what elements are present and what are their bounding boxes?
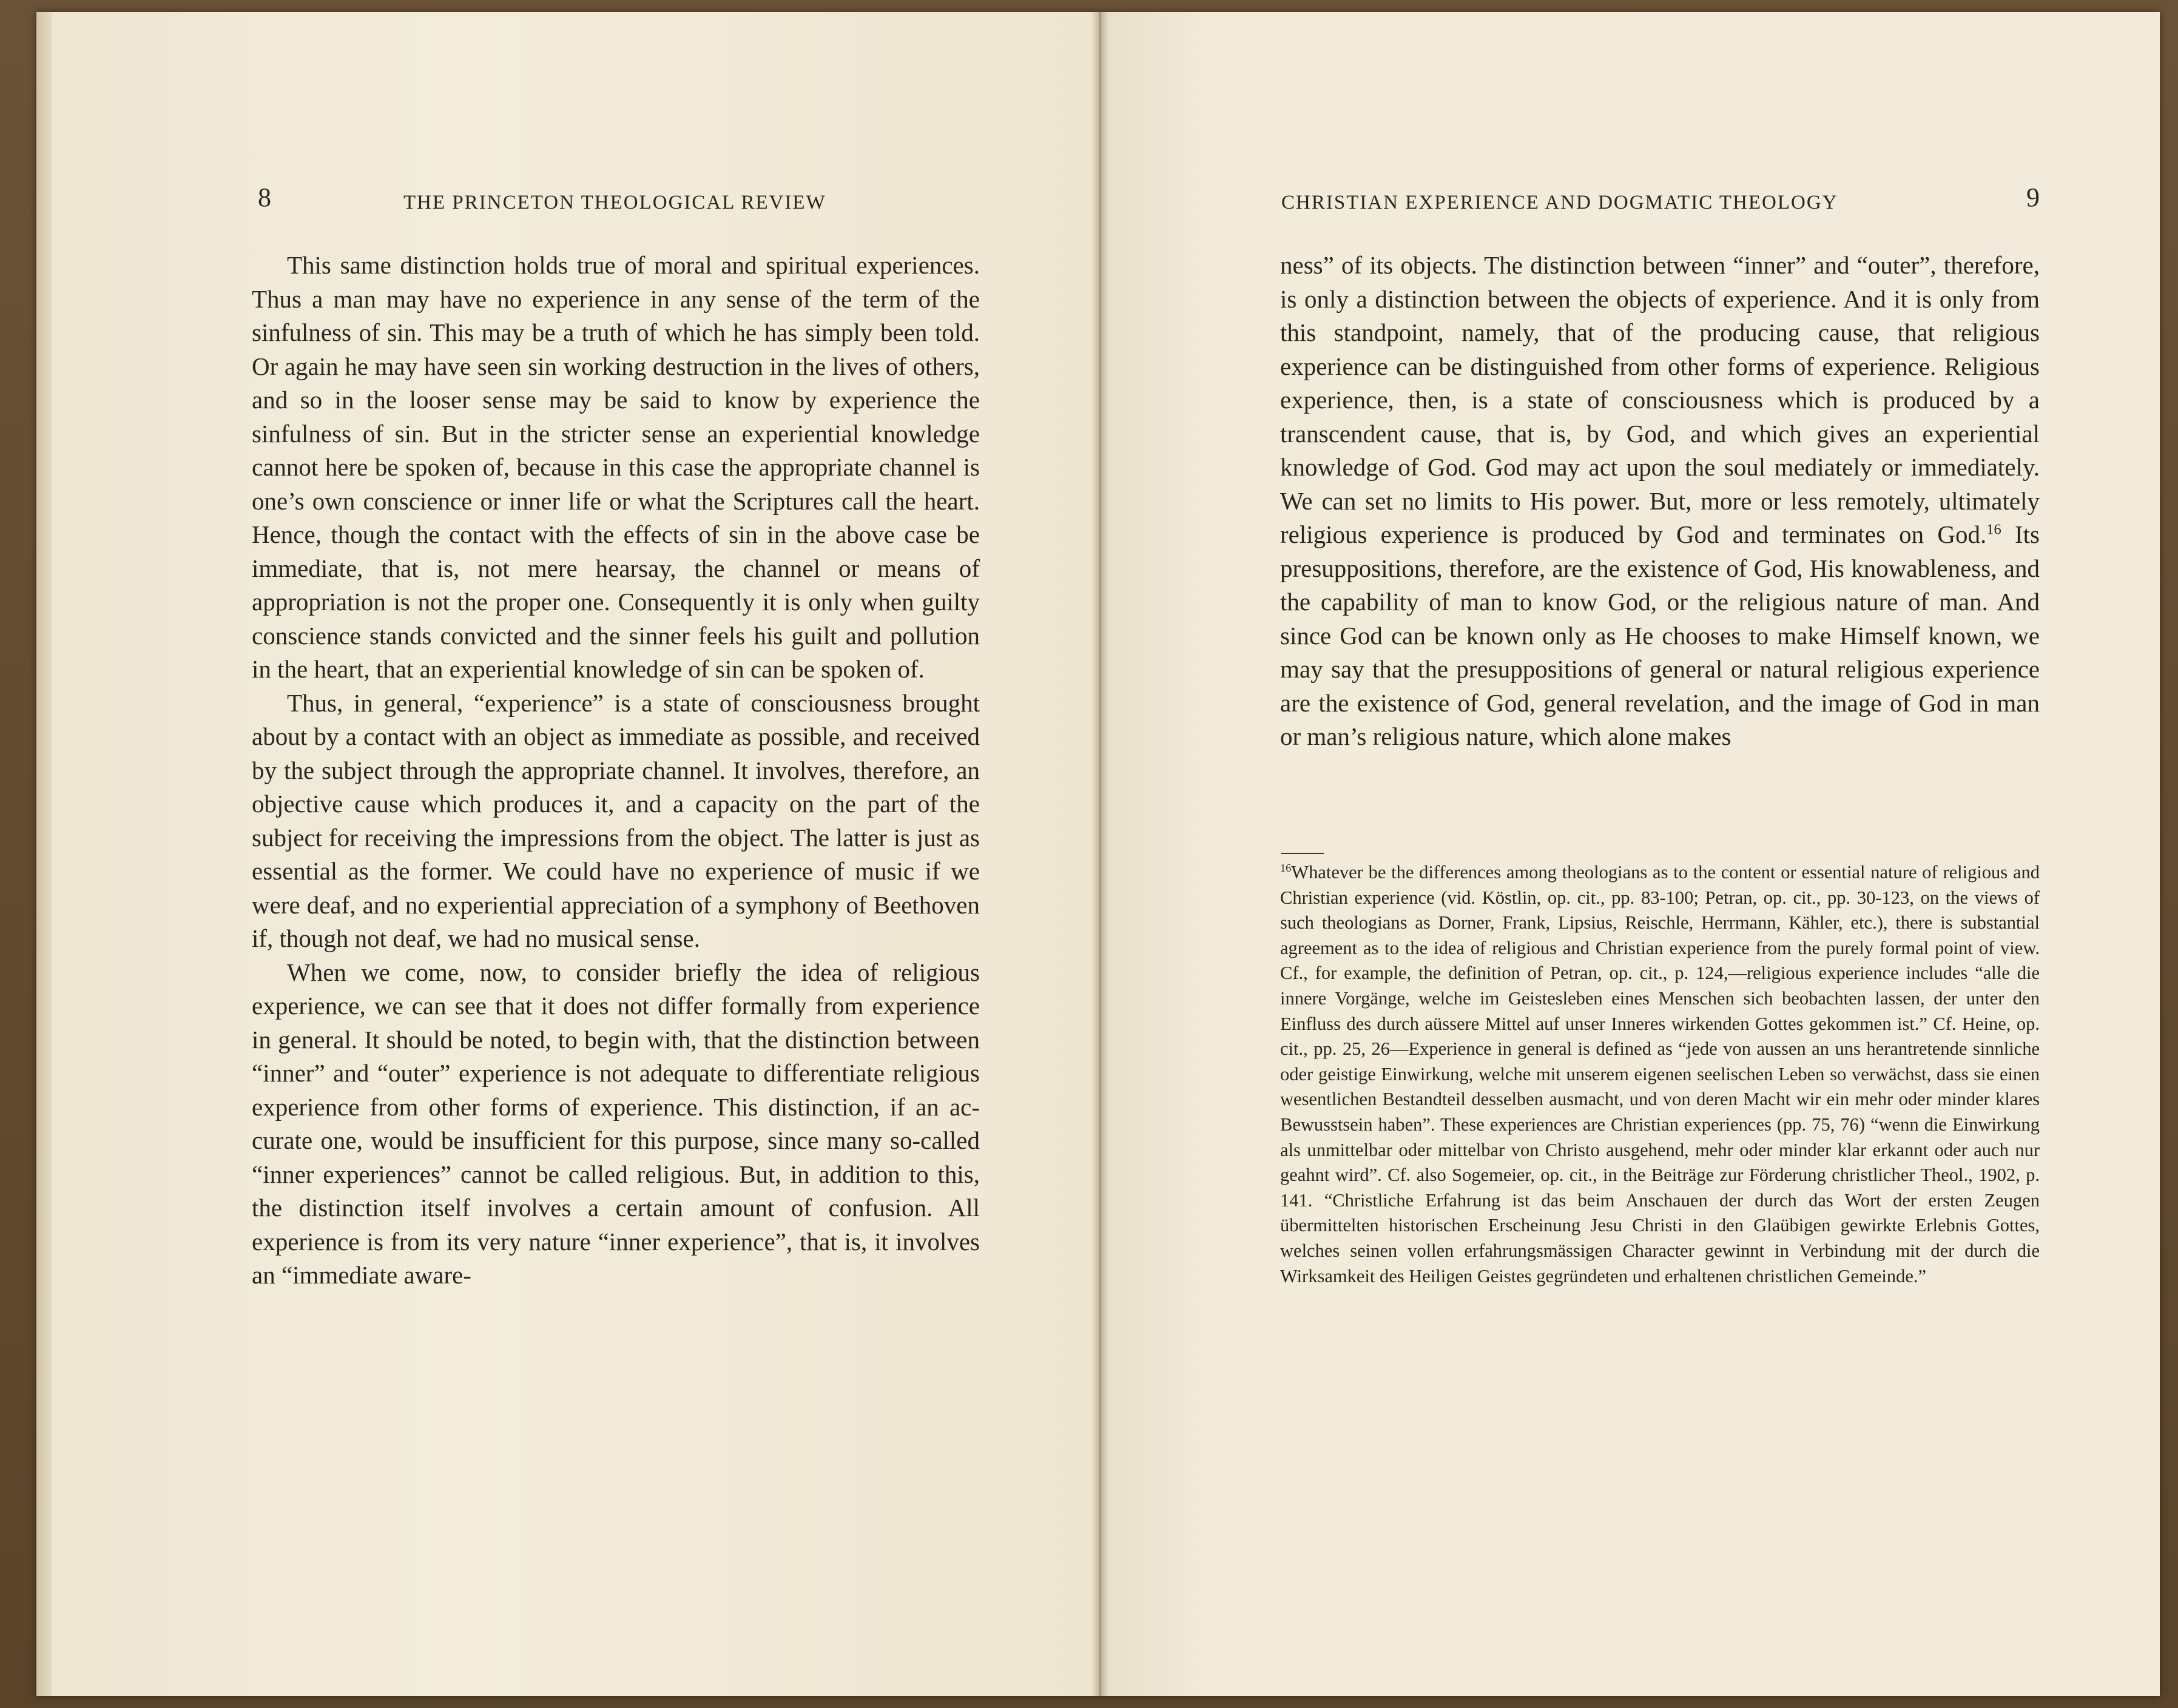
left-page [36,12,1099,1696]
right-text-before-note: ness” of its objects. The distinction between “inner” and “outer”, therefore, is only a distinction between the objects of experience. And it is only from this standpoint, namely, that of the producing cause, that religious experience can be distinguished from other forms of experience. Religious experience, then, is a state of consciousness which is produced by a transcendent cause, that is, by God, and which gives an experiential knowledge of God. God may act upon the soul mediately or immediately. We can set no limits to His power. But, more or less remotely, ultimately religious experience is produced by God and terminates on God. [1280,251,2040,548]
footnote-text: Whatever be the differences among theologians as to the content or essential nature of religious and Christian experience (vid. Köstlin, op. cit., pp. 83-100; Petran, op. cit., pp. 30-123, on the views of such theologians as Dorner, Frank, Lipsius, Reischle, Herrmann, Kähler, etc.), there is substantial agreement as to the idea of religious and Christian experience from the purely formal point of view. Cf., for example, the definition of Petran, op. cit., p. 124,—religious experience includes “alle die innere Vorgänge, welche im Geistesleben eines Menschen sich beobachten lassen, der unter den Einfluss des durch aüssere Mittel auf unser Inneres wirkenden Gottes gekommen ist.” Cf. Heine, op. cit., pp. 25, 26—Experience in general is defined as “jede von aussen an uns herantretende sinnliche oder geistige Einwirkung, welche mit unserem eigenen seelischen Leben so verwächst, dass sie einen wesentlichen Bestandteil desselben ausmacht, und von deren Macht wir ein mehr oder minder klares Bewusstsein haben”. These experiences are Christian experiences (pp. 75, 76) “wenn die Einwirkung als unmittelbar oder mittelbar von Christo ausgehend, mehr oder minder klar erkannt oder auch nur geahnt wird”. Cf. also Sogemeier, op. cit., in the Beiträge zur Förderung christlicher Theol., 1902, p. 141. “Christliche Erfahrung ist das beim Anschauen der durch das Wort der ersten Zeugen übermittelten historischen Erscheinung Jesu Christi in den Glaübigen gewirkte Erlebnis Gottes, welches seinen vollen erfahrungsmässigen Character gewinnt in Verbindung mit der durch die Wirksamkeit des Heiligen Geistes gegründeten und erhaltenen christlichen Gemeinde.” [1280,862,2040,1286]
left-running-header [258,183,1010,224]
open-book [36,12,2160,1696]
right-page [1099,12,2160,1696]
right-text-after-note: Its presuppositions, therefore, are the existence of God, His knowableness, and the capability of man to know God, or the religious nature of man. And since God can be known only as He chooses to make Himself known, we may say that the presuppositions of general or natural religious experience are the existence of God, general revelation, and the image of God in man or man’s religious nature, which alone makes [1280,520,2040,750]
left-page-number: 8 [258,183,271,212]
right-running-head: CHRISTIAN EXPERIENCE AND DOGMATIC THEOLOGY [1281,192,1838,214]
left-running-head: THE PRINCETON THEOLOGICAL REVIEW [403,192,826,214]
footnote-divider [1281,853,1324,854]
right-running-header [1281,183,2040,224]
footnote-16 [1280,860,2040,1289]
left-body-text [252,249,980,1293]
book-gutter [1091,12,1109,1696]
right-page-number: 9 [2026,183,2040,212]
left-paragraph-2: Thus, in general, “experience” is a state of consciousness brought about by a contact with an object as immediate as possible, and received by the subject through the appropriate channel. It involves, therefore, an objective cause which produces it, and a capacity on the part of the subject for receiving the impressions from the object. The latter is just as essential as the former. We could have no experience of music if we were deaf, and no experiential appreciation of a symphony of Beethoven if, though not deaf, we had no musical sense. [252,688,980,952]
right-paragraph [1280,249,2040,754]
right-body-text [1280,249,2040,754]
footnote-reference: 16 [1986,521,2001,538]
left-paragraph-3: When we come, now, to consider briefly the idea of religious experience, we can see that it does not differ formally from experience in general. It should be noted, to begin with, that the distinction between “inner” and “outer” experience is not adequate to differentiate religious experience from other forms of experience. This distinction, if an accurate one, would be insufficient for this purpose, since many so-called “inner experiences” cannot be called religious. But, in addition to this, the distinction itself involves a certain amount of confusion. All experience is from its very nature “inner experience”, that is, it involves an “immediate aware- [252,958,980,1289]
left-paragraph-1: This same distinction holds true of moral and spiritual experiences. Thus a man may have no experience in any sense of the term of the sinfulness of sin. This may be a truth of which he has simply been told. Or again he may have seen sin working destruction in the lives of others, and so in the looser sense may be said to know by experience the sinfulness of sin. But in the stricter sense an experiential knowledge cannot here be spoken of, because in this case the appropriate channel is one’s own conscience or inner life or what the Scriptures call the heart. Hence, though the contact with the effects of sin in the above case be immediate, that is, not mere hearsay, the channel or means of appropriation is not the proper one. Consequently it is only when guilty conscience stands convicted and the sinner feels his guilt and pollution in the heart, that an experiential knowledge of sin can be spoken of. [252,251,980,683]
footnote-number: 16 [1280,861,1292,874]
